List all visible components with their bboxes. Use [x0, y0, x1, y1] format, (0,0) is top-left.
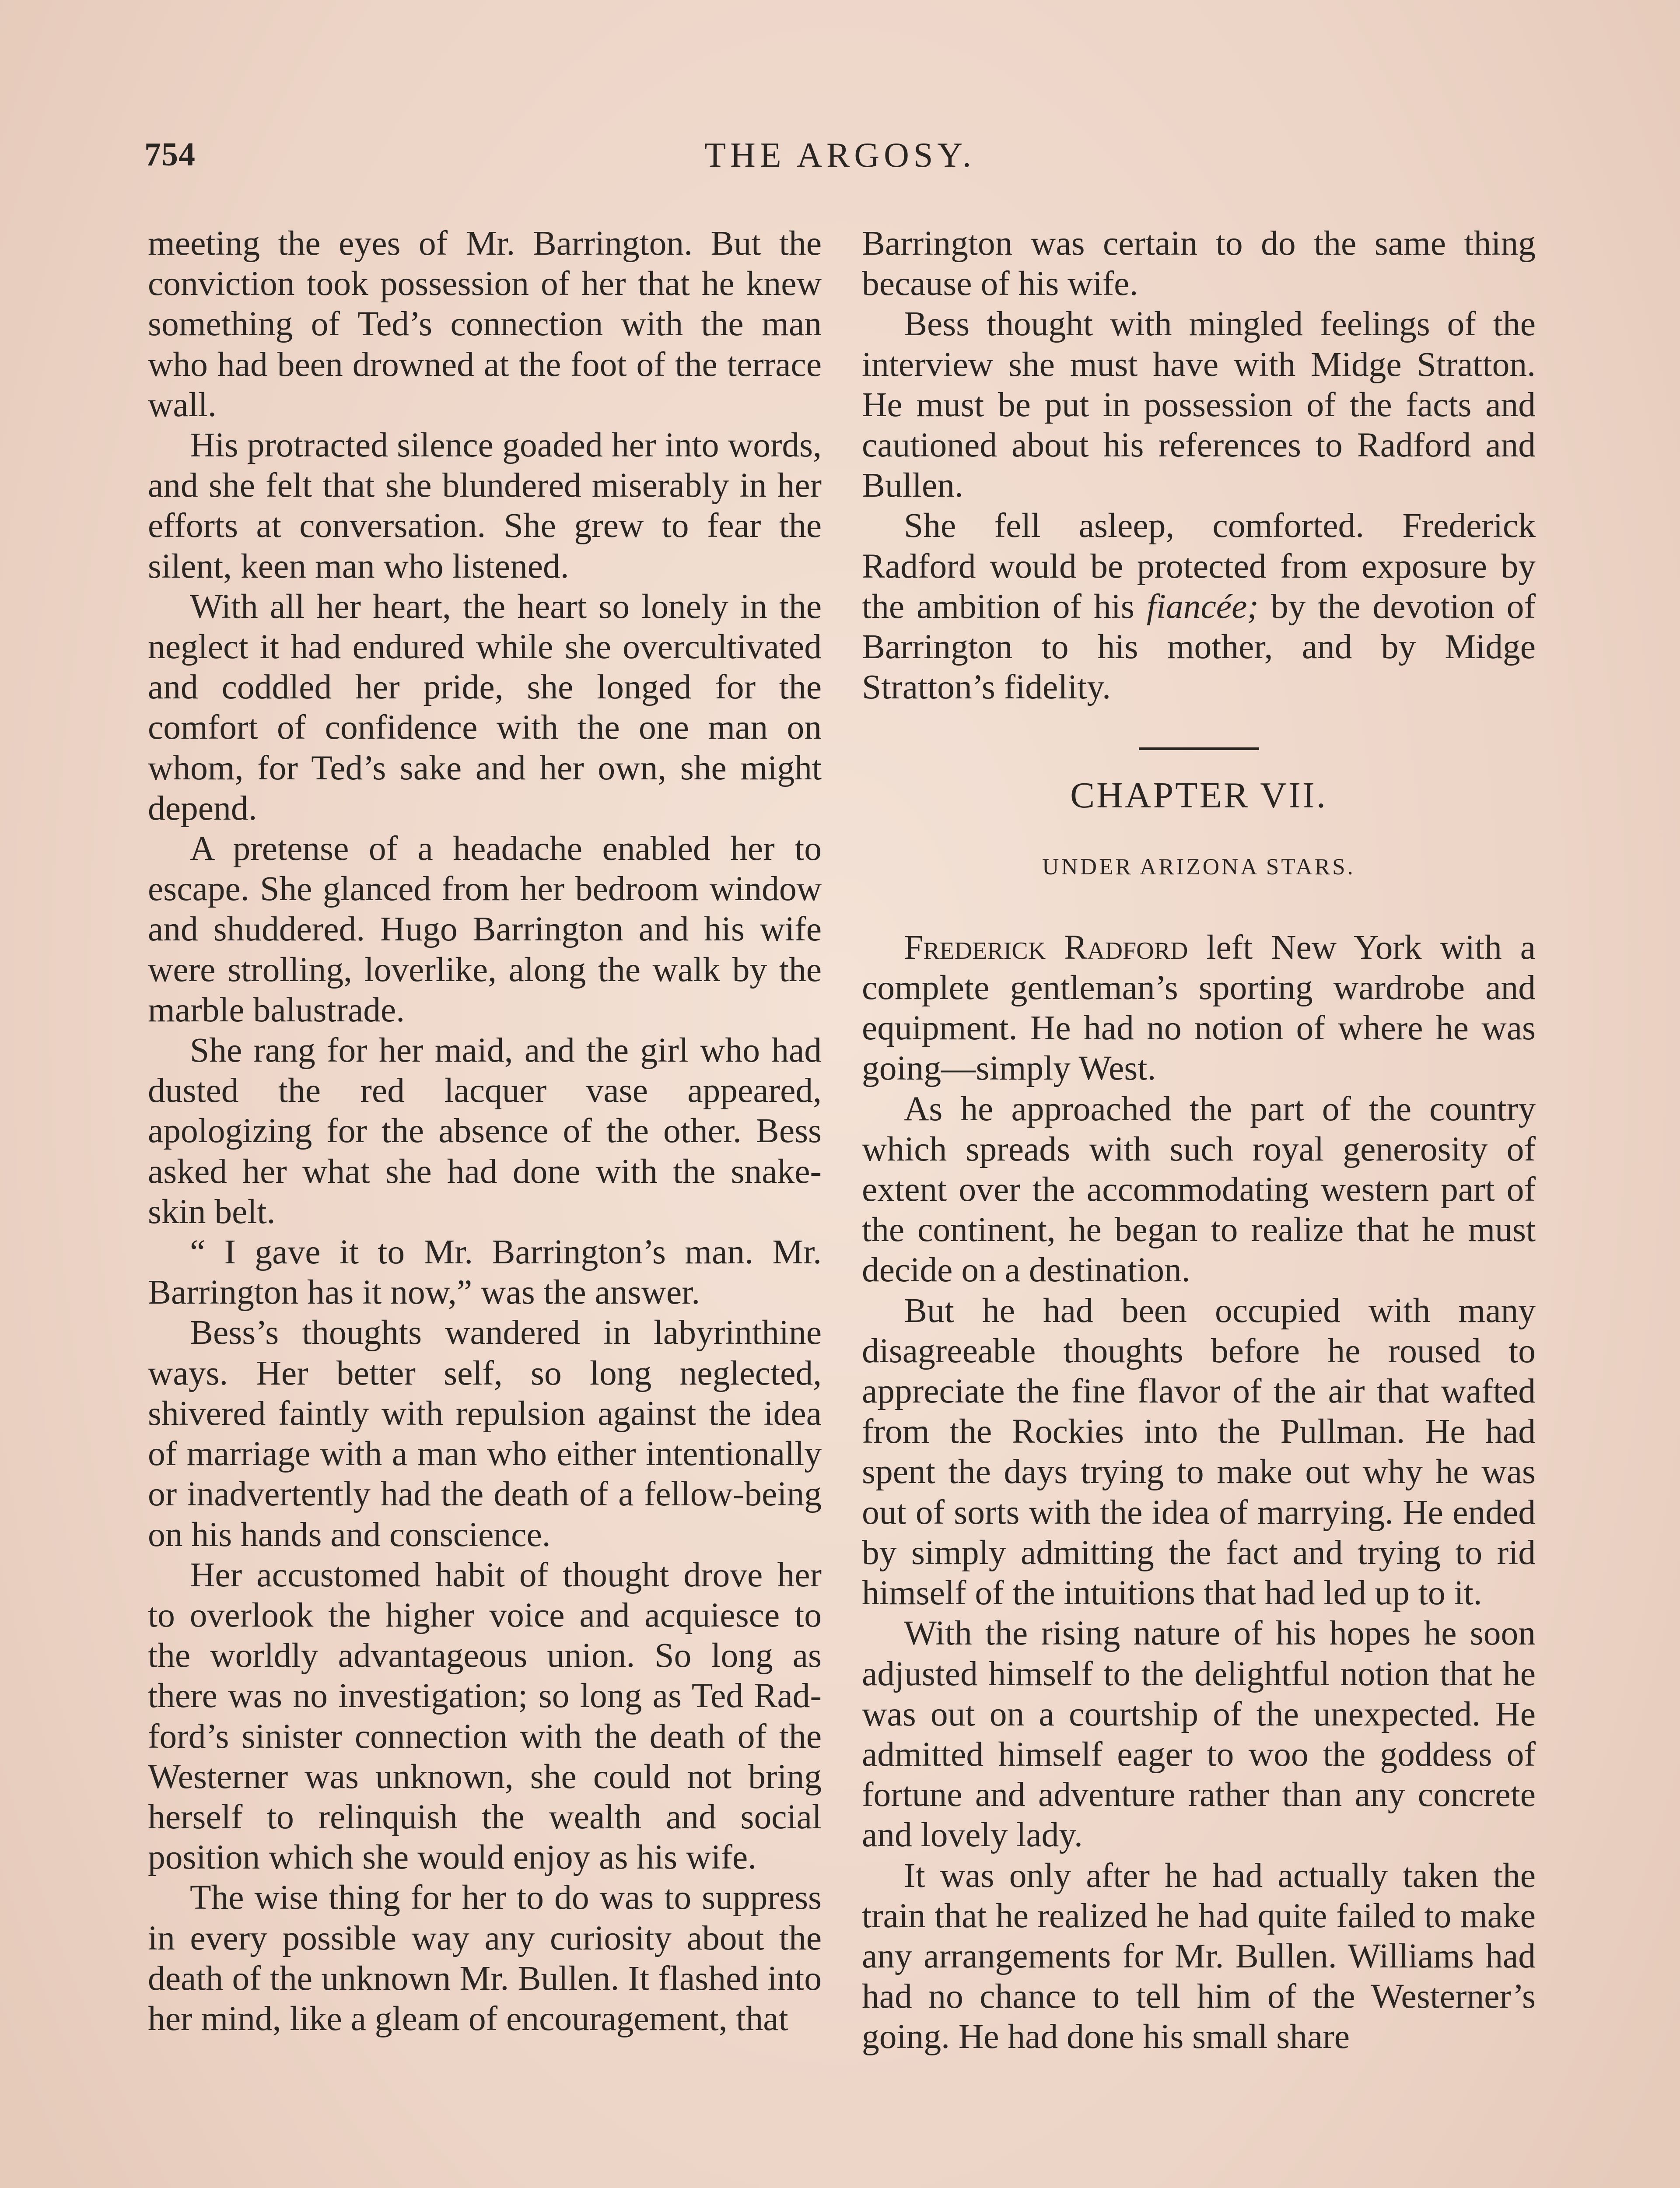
paragraph: Bess thought with mingled feelings of the interview she must have with Midge Stratton. He must be put in possession of the facts and cautioned about his references to Radford and Bullen. — [862, 305, 1536, 505]
paragraph: With all her heart, the heart so lonely in the neglect it had endured while she overcultivated and coddled her pride, she longed for the comfort of confidence with the one man on whom, for Ted’s sake and her own, she might depend. — [148, 587, 822, 828]
page-header — [144, 136, 1536, 184]
page-number: 754 — [144, 136, 196, 173]
paragraph: She rang for her maid, and the girl who had dusted the red lacquer vase appeared, apologizing for the absence of the other. Bess asked her what she had done with the snake-skin belt. — [148, 1031, 822, 1231]
running-title: THE ARGOSY. — [704, 136, 976, 175]
left-column — [148, 223, 822, 2039]
paragraph: But he had been occupied with many disagreeable thoughts before he roused to appreciate the fine flavor of the air that wafted from the Rockies into the Pullman. He had spent the days trying to make out why he was out of sorts with the idea of marrying. He ended by simply admitting the fact and trying to rid himself of the intuitions that had led up to it. — [862, 1291, 1536, 1613]
paragraph: It was only after he had actually taken the train that he realized he had quite failed to make any arrangements for Mr. Bullen. Williams had had no chance to tell him of the Westerner’s going. He had done his small share — [862, 1856, 1536, 2056]
paragraph: A pretense of a headache enabled her to escape. She glanced from her bedroom window and shuddered. Hugo Barrington and his wife were strolling, loverlike, along the walk by the marble balustrade. — [148, 829, 822, 1029]
paragraph: Her accustomed habit of thought drove her to overlook the higher voice and acquiesce to the worldly advantageous union. So long as there was no investigation; so long as Ted Radford’s sinister connection with the death of the Westerner was unknown, she could not bring herself to relinquish the wealth and social position which she would enjoy as his wife. — [148, 1555, 822, 1877]
paragraph: With the rising nature of his hopes he soon adjusted himself to the delightful notion that he was out on a courtship of the unexpected. He admitted himself eager to woo the goddess of fortune and adventure rather than any concrete and lovely lady. — [862, 1614, 1536, 1855]
paragraph: The wise thing for her to do was to suppress in every possible way any curiosity about the death of the unknown Mr. Bullen. It flashed into her mind, like a gleam of encouragement, that — [148, 1878, 822, 2038]
paragraph: “ I gave it to Mr. Barrington’s man. Mr. Barrington has it now,” was the answer. — [148, 1233, 822, 1312]
lead-in-name: Frederick Radford — [904, 928, 1188, 967]
paragraph-text: She fell asleep, comforted. Frederick Radford would be protected from exposure by the ambition of his — [862, 506, 1536, 626]
section-divider — [1139, 747, 1259, 750]
paragraph — [862, 927, 1536, 1089]
paragraph: Bess’s thoughts wandered in labyrinthine ways. Her better self, so long neglected, shivered faintly with repulsion against the idea of marriage with a man who either intentionally or inadvertently had the death of a fellow-being on his hands and conscience. — [148, 1313, 822, 1554]
right-column — [862, 223, 1536, 2057]
paragraph-text: by the devotion of Barrington to his mother, and by Midge Stratton’s fidelity. — [862, 587, 1536, 707]
italic-word: fiancée; — [1146, 587, 1259, 626]
paragraph: meeting the eyes of Mr. Barrington. But the conviction took possession of her that he knew something of Ted’s connection with the man who had been drowned at the foot of the terrace wall. — [148, 224, 822, 424]
paragraph: As he approached the part of the country which spreads with such royal generosity of extent over the accommodating western part of the continent, he began to realize that he must decide on a destination. — [862, 1089, 1536, 1290]
paragraph: Barrington was certain to do the same thing because of his wife. — [862, 224, 1536, 303]
chapter-subtitle: UNDER ARIZONA STARS. — [1042, 854, 1355, 880]
paragraph-text: left New York with a complete gentleman’s sporting wardrobe and equipment. He had no notion of where he was going—simply West. — [862, 928, 1536, 1088]
paragraph — [862, 505, 1536, 707]
paragraph: His protracted silence goaded her into words, and she felt that she blundered miserably in her efforts at conversation. She grew to fear the silent, keen man who listened. — [148, 426, 822, 586]
chapter-title: CHAPTER VII. — [1070, 775, 1327, 816]
